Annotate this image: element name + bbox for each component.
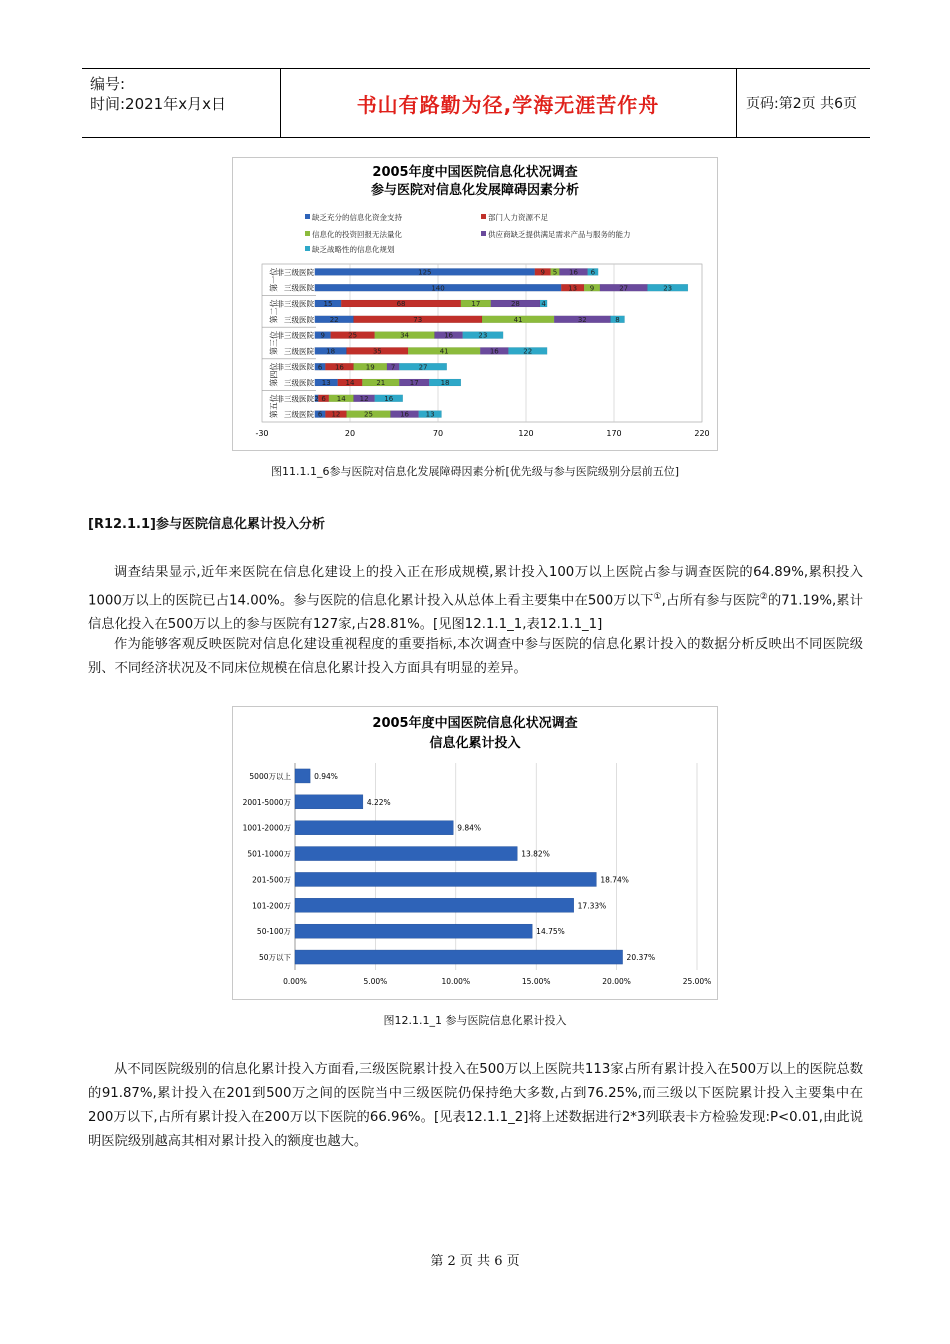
segment-label: 18 [326,347,336,356]
segment-label: 15 [323,300,333,309]
category-label: 50-100万 [256,927,291,937]
group-label: 第二位 [269,299,279,324]
segment-label: 19 [365,363,375,372]
segment-label: 16 [400,410,410,419]
segment-label: 28 [510,300,520,309]
header-motto-cell [280,69,737,137]
legend-label: 缺乏充分的信息化资金支持 [312,213,402,222]
legend-label: 信息化的投资回报无法量化 [312,230,402,239]
legend-swatch [305,231,310,236]
x-tick-label: 20 [344,429,356,438]
paragraph-2: 作为能够客观反映医院对信息化建设重视程度的重要指标,本次调查中参与医院的信息化累计投入的数据分析反映出不同医院级别、不同经济状况及不同床位规模在信息化累计投入方面具有明显的差异。 [88,637,863,676]
segment-label: 25 [364,410,373,419]
category-label: 非三级医院 [276,362,314,372]
chart2-subtitle: 信息化累计投入 [429,736,521,751]
header-motto: 书山有路勤为径,学海无涯苦作舟 [356,92,660,117]
data-label: 14.75% [536,927,565,937]
segment-label: 2 [314,394,319,403]
data-label: 20.37% [626,953,656,963]
category-label: 50万以下 [258,953,291,963]
category-label: 三级医院 [284,315,314,325]
chart-cumulative-investment [232,706,718,1000]
x-tick-label: -30 [255,429,269,438]
group-label: 第四位 [269,362,279,387]
segment-label: 17 [409,379,419,388]
x-tick-label: 15.00% [521,977,551,986]
chart-cumulative-investment-svg [233,707,717,999]
category-label: 非三级医院 [276,299,314,309]
category-label: 三级医院 [284,410,314,420]
legend-label: 供应商缺乏提供满足需求产品与服务的能力 [488,230,631,239]
legend-swatch [305,214,310,219]
bar [295,924,532,938]
segment-label: 22 [329,315,339,324]
paragraph-3: 从不同医院级别的信息化累计投入方面看,三级医院累计投入在500万以上医院共113家占所有累计投入在500万以上的医院总数的91.87%,累计投入在201到500万之间的医院当中三级医院仍保持绝大多数,占到76.25%,而三级以下医院累计投入主要集中在200万以下,占所有累计投入在200万以下医院的66.96%。[见表12.1.1_2]将上述数据进行2*3列联表卡方检验发现:P<0.01,由此说明医院级别越高其相对累计投入的额度也越大。 [88,1062,863,1149]
chart1-subtitle: 参与医院对信息化发展障碍因素分析 [370,183,580,198]
data-label: 17.33% [577,901,607,911]
segment-label: 16 [444,331,454,340]
segment-label: 6 [317,410,323,419]
header-page-label: 页码:第2页 共6页 [746,96,857,112]
segment-label: 32 [577,315,587,324]
figure1-caption: 图11.1.1_6参与医院对信息化发展障碍因素分析[优先级与参与医院级别分层前五位] [270,465,680,478]
footnote-ref-2[interactable]: ② [759,592,768,602]
segment-label: 7 [390,363,396,372]
segment-label: 16 [489,347,499,356]
header-left-cell [82,69,281,137]
segment-label: 73 [413,315,423,324]
segment-label: 9 [589,284,595,293]
data-label: 18.74% [600,875,629,885]
legend-swatch [481,214,486,219]
segment-label: 125 [418,268,432,277]
bar [295,950,623,964]
segment-label: 12 [359,394,369,403]
segment-label: 9 [540,268,545,277]
segment-label: 140 [431,284,445,293]
segment-label: 9 [320,331,325,340]
page-footer: 第 2 页 共 6 页 [430,1254,520,1269]
category-label: 非三级医院 [276,394,314,404]
x-tick-label: 70 [432,429,444,438]
segment-label: 12 [331,410,341,419]
legend-label: 部门人力资源不足 [488,213,548,222]
document-number-label: 编号: [90,75,126,93]
segment-label: 35 [372,347,382,356]
bar [295,769,310,783]
chart-obstacle-factors-svg [233,158,717,450]
category-label: 2001-5000万 [242,797,291,807]
data-label: 4.22% [366,797,391,807]
category-label: 1001-2000万 [242,823,291,833]
segment-label: 41 [439,347,449,356]
segment-label: 16 [384,394,394,403]
category-label: 三级医院 [284,346,314,356]
category-label: 三级医院 [284,283,314,293]
bar [295,847,517,861]
category-label: 501-1000万 [247,849,291,859]
paragraph-1-text-c: 的71.19%,累计信息化投入在500万以上的参与医院有127家,占28.81%。[见图12.1.1_1,表12.1.1_1] [88,593,863,633]
legend-label: 缺乏战略性的信息化规划 [312,245,395,254]
segment-label: 14 [345,379,355,388]
segment-label: 22 [523,347,533,356]
footnote-ref-1[interactable]: ① [653,592,662,602]
paragraph-1 [88,561,863,637]
category-label: 5000万以上 [249,771,291,781]
x-tick-label: 10.00% [441,977,471,986]
bar [295,898,574,912]
segment-label: 14 [336,394,346,403]
chart1-title: 2005年度中国医院信息化状况调查 [372,165,578,180]
category-label: 三级医院 [284,378,314,388]
segment-label: 13 [568,284,578,293]
segment-label: 6 [321,394,326,403]
bar [295,872,596,886]
category-label: 101-200万 [252,901,291,911]
document-time-label: 时间:2021年x月x日 [90,95,226,113]
segment-label: 6 [590,268,596,277]
segment-label: 4 [541,300,546,309]
x-tick-label: 220 [694,429,710,438]
segment-label: 27 [418,363,428,372]
segment-label: 41 [513,315,523,324]
x-tick-label: 0.00% [283,977,307,986]
segment-label: 18 [440,379,450,388]
data-label: 9.84% [457,823,482,833]
segment-label: 6 [317,363,323,372]
bar [295,821,453,835]
x-tick-label: 120 [518,429,534,438]
bar [295,795,363,809]
segment-label: 34 [400,331,410,340]
segment-label: 27 [619,284,629,293]
group-label: 第一位 [269,267,279,292]
segment-label: 8 [615,315,620,324]
category-label: 非三级医院 [276,331,314,341]
category-label: 非三级医院 [276,267,314,277]
chart2-title: 2005年度中国医院信息化状况调查 [372,716,578,731]
x-tick-label: 20.00% [602,977,631,986]
category-label: 201-500万 [252,875,291,885]
group-label: 第三位 [269,331,279,355]
x-tick-label: 170 [606,429,622,438]
segment-label: 13 [321,379,331,388]
legend-swatch [481,231,486,236]
segment-label: 5 [552,268,558,277]
x-tick-label: 25.00% [682,977,712,986]
data-label: 13.82% [521,849,550,859]
segment-label: 21 [376,379,386,388]
x-tick-label: 5.00% [363,977,388,986]
figure2-caption: 图12.1.1_1 参与医院信息化累计投入 [383,1014,567,1027]
segment-label: 17 [471,300,481,309]
segment-label: 13 [425,410,435,419]
chart-obstacle-factors [232,157,718,451]
data-label: 0.94% [314,771,338,781]
header-page-cell [736,69,870,137]
segment-label: 23 [663,284,673,293]
segment-label: 16 [334,363,344,372]
segment-label: 23 [478,331,488,340]
segment-label: 68 [396,300,406,309]
group-label: 第五位 [269,394,279,419]
segment-label: 16 [569,268,578,277]
section-title: [R12.1.1]参与医院信息化累计投入分析 [88,517,325,532]
page-header [82,68,870,138]
segment-label: 25 [348,331,358,340]
legend-swatch [305,246,310,251]
paragraph-1-text-b: ,占所有参与医院 [661,593,760,609]
paragraph-1-text-a: 调查结果显示,近年来医院在信息化建设上的投入正在形成规模,累计投入100万以上医院占参与调查医院的64.89%,累积投入1000万以上的医院已占14.00%。参与医院的信息化累计投入从总体上看主要集中在500万以下 [88,565,863,609]
